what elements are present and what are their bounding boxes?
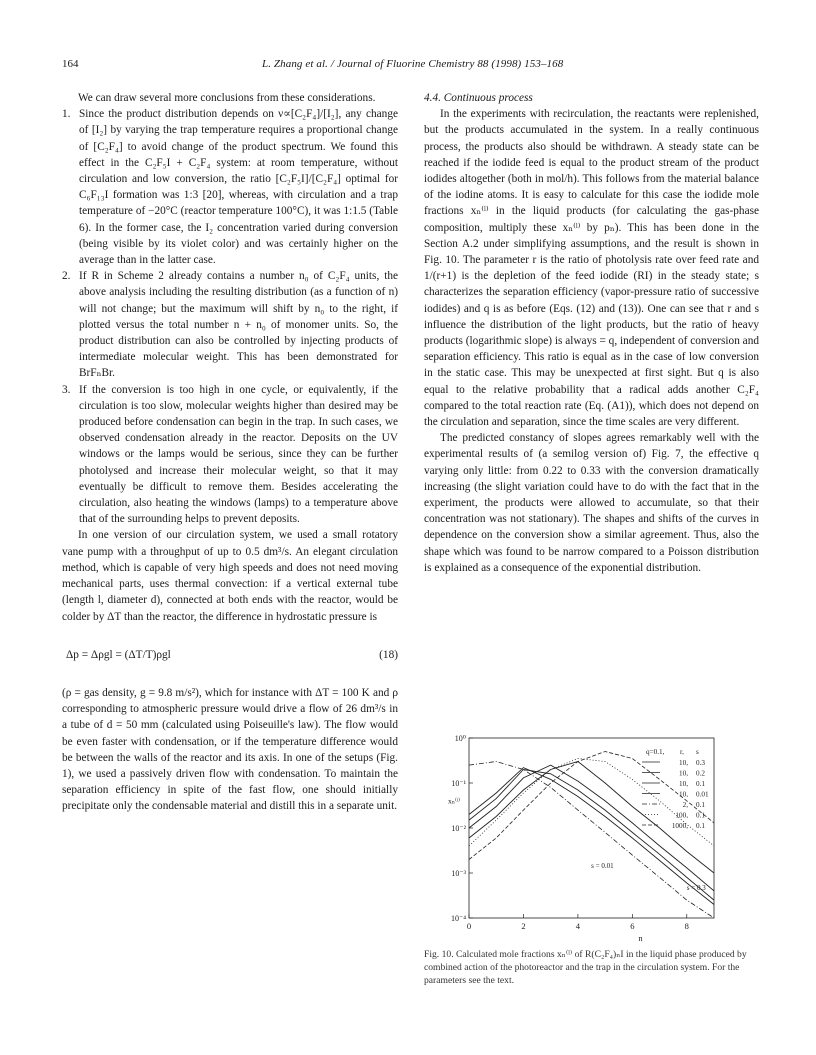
continuous-process-paragraph: In the experiments with recirculation, the reactants were replenished, but the products accumulated in the system. In a really continuous process, the products also should be withdrawn. A steady state can be reached if the iodide feed is equal to the product stream of the product iodides altogether (both in mol/h). This follows from the material balance of the iodine atoms. It is easy to calculate for this case the iodide mole fractions xₙ⁽ˡ⁾ in the liquid products (for calculating the gas-phase composition, multiply these xₙ⁽ˡ⁾ by pₙ). This has been done in the Section A.2 under simplifying assumptions, and the result is shown in Fig. 10. The parameter r is the ratio of photolysis rate over feed rate and 1/(r+1) is the depletion of the feed iodide (RI) in the steady state; s characterizes the separation efficiency (vapor-pressure ratio of successive iodides) and q is as before (Eqs. (12) and (13)). One can see that r and s influence the distribution of the light products, but the ratio of heavy products (logarithmic slope) is always = q, independent of conversion and separation efficiency. This ratio is equal as in the case of low conversion in the static case. This may be unexpected at first sight. But q is also equal to the relative probability that a radical adds another C₂F₄ compared to the total reaction rate (Eq. (A1)), which does not depend on the circulation and separation, since the time scales are very different. (424, 108, 759, 429)
legend-r-value: 1000, (671, 822, 688, 830)
series-line (469, 759, 714, 846)
list-item-number: 3. (62, 383, 71, 396)
list-item-text: If the conversion is too high in one cycle, or equivalently, if the circulation is too slow, molecular weights higher than desired may be produced before condensation can begin in the trap. In such cases, we observed condensation already in the reactor. Deposits on the UV windows or the lamps would be serious, since they can be further photolysed and increase their molecular weight, so that it may eventually be difficult to remove them. Besides accelerating the circulation, also heating the windows (lamps) to a temperature above that of the surrounding helps to prevent deposits. (79, 383, 398, 526)
legend-s-value: 0.1 (696, 801, 705, 809)
annotation-s-001: s = 0.01 (591, 861, 614, 870)
legend-r-value: 10, (679, 790, 688, 799)
x-tick-label: 4 (575, 921, 581, 931)
list-item-text: Since the product distribution depends on ν∝[C₂F₄]/[I₂], any change of [I₂] by varying the trap temperature requires a proportional change of [C₂F₄] to avoid change of the product spectrum. We found this effect in the C₂F₅I + C₂F₄ system: at room temperature, without circulation and low conversion, the ratio [C₂F₅I]/[C₂F₄] optimal for C₆F₁₃I formation was 1:3 [20], whereas, with circulation and a trap temperature of −20°C (reactor temperature 100°C), it was 1:1.5 (Table 6). In the former case, the I₂ concentration varied during conversion (being visible by its violet color) and was certainly higher on the average than in the latter case. (79, 108, 398, 267)
list-item-text: If R in Scheme 2 already contains a number n₀ of C₂F₄ units, the above analysis including the resulting distribution (as a function of n) will not change; but the maximum will shift by n₀ to the right, if plotted versus the total number n + n₀ of monomer units. So, the product distribution can also be controlled by injecting products of intermediate molecular weight. This has been demonstrated for BrFₙBr. (79, 270, 398, 380)
post-equation-paragraph: (ρ = gas density, g = 9.8 m/s²), which for instance with ΔT = 100 K and ρ corresponding to atmospheric pressure would drive a flow of 26 dm³/s in a tube of d = 50 mm (calculated using Poiseuille's law). The flow would be even faster with condensation, or if the temperature difference would be between the walls of the reactor and its axis. In one of the setups (Fig. 1), we used a passively driven flow with condensation. To maintain the separation efficiency in spite of the fast flow, one should initially precipitate only the condensable material and distill this in a separate unit. (62, 686, 398, 813)
legend-s-value: 0.1 (696, 780, 705, 788)
list-item (62, 106, 398, 268)
series-line (469, 770, 714, 901)
section-title: 4.4. Continuous process (424, 92, 533, 104)
equation-18 (62, 647, 398, 663)
list-item (62, 268, 398, 381)
x-tick-label: 2 (521, 921, 526, 931)
x-tick-label: 6 (630, 921, 635, 931)
legend-s-value: 0.3 (696, 759, 705, 767)
annotation-s-03: s = 0.3 (686, 883, 706, 892)
legend-r-value: 10, (679, 759, 688, 767)
slopes-paragraph: The predicted constancy of slopes agrees remarkably well with the experimental results of (a semilog version of) Fig. 7, the effective q varying only little: from 0.22 to 0.33 with the conversion dramatically increasing (the slight variation could have to do with the fact that in the experiment, the products were allowed to accumulate, so that their concentration was not stationary). The shapes and shifts of the curves in dependence on the conversion show a similar agreement. Thus, also the shape which was found to be narrow compared to a Poisson distribution is explained as a consequence of the exponential distribution. (424, 432, 759, 574)
legend-r-value: 100, (675, 811, 688, 820)
y-tick-label: 10⁻¹ (451, 779, 466, 788)
equation-text: Δp = Δρgl = (ΔT/T)ρgl (66, 648, 171, 661)
legend-s-value: 0.01 (696, 790, 709, 799)
intro-paragraph: We can draw several more conclusions from these considerations. (78, 92, 376, 104)
circulation-paragraph: In one version of our circulation system, we used a small rotatory vane pump with a throughput of up to 0.5 dm³/s. An elegant circulation method, which is capable of very high speeds and does not need moving mechanical parts, uses thermal convection: if a vertical external tube (length l, diameter d), connected at both ends with the reactor, would be colder by ΔT than the reactor, the difference in hydrostatic pressure is (62, 529, 398, 623)
y-tick-label: 10⁻³ (451, 869, 466, 878)
right-column (424, 90, 759, 576)
equation-number: (18) (379, 648, 398, 661)
legend-header-q: q=0.1, (646, 748, 665, 756)
series-line (469, 762, 714, 919)
legend-r-value: 2, (682, 801, 688, 809)
list-item-number: 2. (62, 270, 71, 283)
legend-r-value: 10, (679, 769, 688, 778)
y-tick-label: 10⁰ (454, 734, 466, 743)
y-axis-label: xₙ⁽ˡ⁾ (448, 796, 460, 806)
legend-r-value: 10, (679, 780, 688, 788)
left-column (62, 90, 398, 815)
y-tick-label: 10⁻⁴ (450, 914, 466, 923)
list-item (62, 382, 398, 528)
legend-s-value: 0.1 (696, 811, 705, 820)
list-item-number: 1. (62, 108, 71, 121)
legend-header-s: s (696, 748, 699, 756)
x-tick-label: 0 (466, 921, 472, 931)
figure-caption: Fig. 10. Calculated mole fractions xₙ⁽ˡ⁾ of R(C₂F₄)ₙI in the liquid phase produced by combined action of the photoreactor and the trap in the circulation system. For the parameters see the text. (424, 949, 747, 986)
plot-area (448, 734, 714, 942)
page-number: 164 (62, 58, 79, 70)
x-axis-label: n (638, 933, 643, 942)
running-title: L. Zhang et al. / Journal of Fluorine Chemistry 88 (1998) 153–168 (262, 58, 564, 70)
legend-s-value: 0.2 (696, 769, 705, 778)
legend-header-r: r, (680, 748, 684, 756)
legend-s-value: 0.1 (696, 822, 705, 830)
figure-10-chart (424, 732, 759, 942)
y-tick-label: 10⁻² (451, 824, 466, 833)
x-tick-label: 8 (684, 921, 689, 931)
